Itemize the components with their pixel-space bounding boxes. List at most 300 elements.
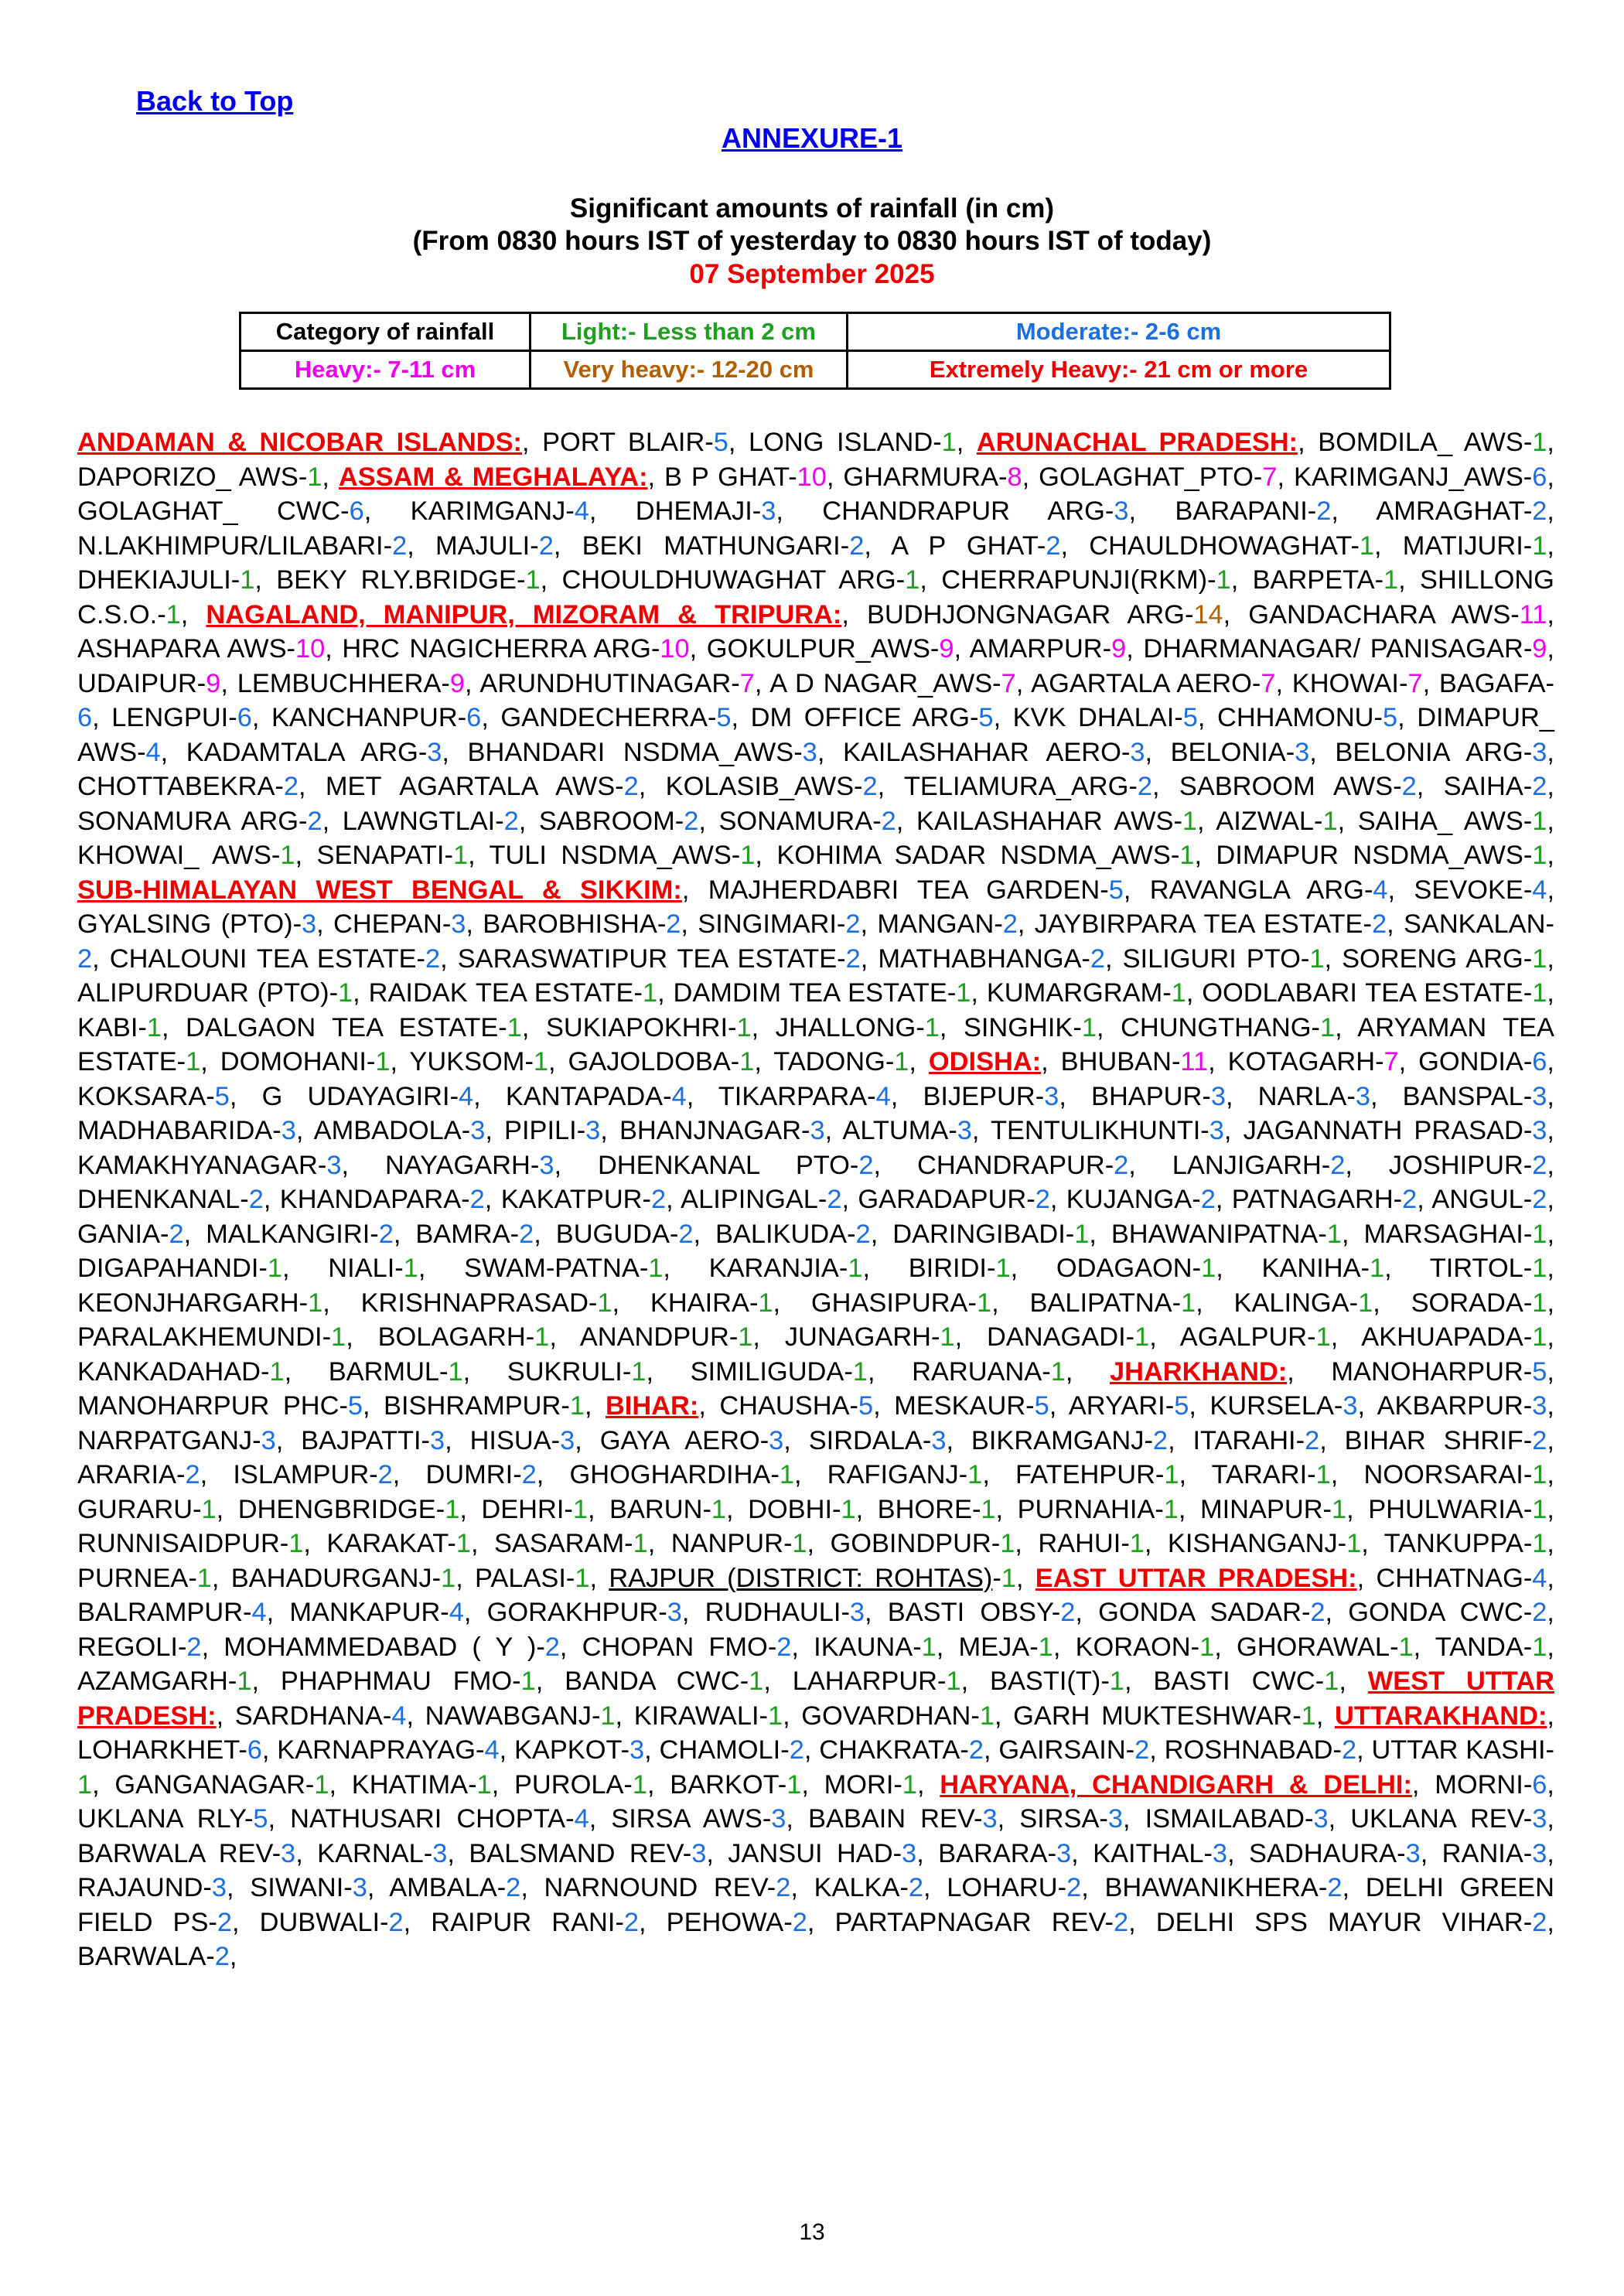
station-name: BARPETA <box>1252 565 1375 595</box>
station-name: GONDA CWC <box>1348 1598 1523 1627</box>
rainfall-value: 2 <box>1113 1907 1129 1937</box>
rainfall-value: 1 <box>1301 1701 1316 1731</box>
rainfall-value: 1 <box>739 1047 755 1076</box>
station-name: BELONIA <box>1170 737 1286 767</box>
rainfall-value: 1 <box>940 1322 955 1352</box>
station-name: KUMARGRAM <box>986 978 1163 1008</box>
rainfall-value: 1 <box>441 1563 456 1593</box>
rainfall-value: 2 <box>1316 496 1332 526</box>
rainfall-value: 2 <box>827 1185 842 1214</box>
rainfall-value: 1 <box>1359 531 1375 561</box>
rainfall-value: 3 <box>810 1116 825 1145</box>
rainfall-value: 1 <box>979 1701 995 1731</box>
rainfall-value: 1 <box>1074 1219 1090 1249</box>
station-name: PARALAKHEMUNDI <box>77 1322 322 1352</box>
rainfall-value: 5 <box>1382 703 1398 732</box>
rainfall-value: 1 <box>455 1529 472 1558</box>
station-name: GANIA <box>77 1219 161 1249</box>
station-name: JANSUI HAD <box>728 1838 893 1868</box>
rainfall-value: 1 <box>307 462 322 492</box>
legend-extremely-heavy: Extremely Heavy:- 21 cm or more <box>848 351 1390 389</box>
rainfall-value: 3 <box>849 1598 865 1627</box>
rainfall-value: 3 <box>1295 737 1310 767</box>
station-name: PHAPHMAU FMO <box>280 1667 513 1696</box>
station-name: KOKSARA <box>77 1081 206 1111</box>
station-name: GYALSING (PTO) <box>77 909 293 939</box>
rainfall-value: 2 <box>217 1907 232 1937</box>
rainfall-value: 4 <box>251 1598 267 1627</box>
rainfall-value: 1 <box>633 1529 648 1558</box>
station-name: BIHAR SHRIF <box>1344 1425 1523 1455</box>
rainfall-value: 1 <box>600 1701 616 1731</box>
station-name: ISMAILABAD <box>1145 1804 1305 1834</box>
rainfall-value: 1 <box>165 599 181 629</box>
station-name: REGOLI <box>77 1632 178 1662</box>
rainfall-value: 1 <box>924 1012 940 1042</box>
station-name: CHANDRAPUR <box>917 1150 1105 1180</box>
rainfall-value: 3 <box>691 1838 707 1868</box>
rainfall-value: 2 <box>1137 772 1152 801</box>
station-name: DALGAON TEA ESTATE <box>186 1012 499 1042</box>
station-name: KEONJHARGARH <box>77 1288 299 1318</box>
rainfall-value: 1 <box>631 1356 647 1387</box>
station-name: PATNAGARH <box>1231 1185 1394 1214</box>
station-name: PUROLA <box>513 1769 624 1800</box>
station-name: A P GHAT <box>891 531 1037 561</box>
station-name: KHOWAI <box>1291 668 1399 698</box>
station-name: BAROBHISHA <box>483 909 657 939</box>
station-name: DM OFFICE ARG <box>750 703 970 732</box>
rainfall-value: 10 <box>295 634 326 664</box>
station-name: SINGHIK <box>963 1012 1073 1042</box>
station-name: N.LAKHIMPUR/LILABARI <box>77 531 384 561</box>
rainfall-value: 1 <box>1129 1529 1145 1558</box>
rainfall-value: 9 <box>939 634 954 664</box>
rainfall-value: 2 <box>623 1907 640 1937</box>
rainfall-value: 5 <box>858 1391 874 1421</box>
rainfall-value: 2 <box>169 1219 184 1249</box>
station-name: SHILLONG C.S.O. <box>77 565 1554 629</box>
station-name: NARNOUND REV <box>544 1873 767 1902</box>
state-heading: ARUNACHAL PRADESH: <box>976 428 1298 457</box>
rainfall-value: 2 <box>1341 1735 1357 1765</box>
station-name: BHAPUR <box>1091 1081 1203 1111</box>
rainfall-value: 5 <box>347 1391 363 1421</box>
rainfall-value: 2 <box>186 1632 202 1662</box>
rainfall-value: 3 <box>771 1804 786 1834</box>
rainfall-value: 1 <box>1134 1322 1150 1352</box>
station-name: KOLASIB_AWS <box>665 772 855 801</box>
rainfall-value: 3 <box>1210 1081 1226 1111</box>
rainfall-value: 2 <box>789 1735 804 1765</box>
rainfall-value: 5 <box>1108 875 1124 905</box>
station-name: TIKARPARA <box>718 1081 868 1111</box>
station-name: LENGPUI <box>111 703 229 732</box>
station-name: KARNAPRAYAG <box>277 1735 476 1765</box>
rainfall-value: 2 <box>1310 1598 1325 1627</box>
rainfall-value: 2 <box>1532 772 1547 801</box>
back-to-top-link[interactable]: Back to Top <box>136 85 294 117</box>
station-name: KABI <box>77 1012 138 1042</box>
state-heading: SUB-HIMALAYAN WEST BENGAL & SIKKIM: <box>77 875 682 905</box>
rainfall-value: 2 <box>1330 1150 1346 1180</box>
rainfall-value: 3 <box>352 1873 367 1902</box>
station-name: DAMDIM TEA ESTATE <box>673 978 947 1008</box>
rainfall-value: 1 <box>779 1460 794 1489</box>
station-name: UKLANA RLY <box>77 1804 244 1834</box>
rainfall-value: 9 <box>206 668 221 698</box>
rainfall-value: 1 <box>1109 1667 1124 1696</box>
station-name: CHAULDHOWAGHAT <box>1089 531 1351 561</box>
rainfall-value: 1 <box>1532 531 1547 561</box>
station-name: DHEKIAJULI <box>77 565 231 595</box>
station-name: GOBINDPUR <box>830 1529 991 1558</box>
rainfall-value: 2 <box>849 531 865 561</box>
rainfall-value: 2 <box>392 531 408 561</box>
station-name: CHHAMONU <box>1216 703 1374 732</box>
rainfall-value: 2 <box>650 1185 667 1214</box>
station-name: NARLA <box>1257 1081 1347 1111</box>
station-name: TANKUPPA <box>1383 1529 1523 1558</box>
annexure-heading[interactable]: ANNEXURE-1 <box>721 122 903 154</box>
rainfall-value: 5 <box>1174 1391 1189 1421</box>
station-name: DELHI SPS MAYUR VIHAR <box>1155 1907 1523 1937</box>
rainfall-value: 2 <box>1002 909 1018 939</box>
station-name: SIWANI <box>250 1873 344 1902</box>
station-name: BABAIN REV <box>808 1804 974 1834</box>
rainfall-value: 1 <box>597 1288 612 1318</box>
station-name: SILIGURI PTO <box>1122 943 1301 974</box>
rainfall-value: 3 <box>1532 1391 1547 1421</box>
rainfall-value: 1 <box>1164 1460 1179 1489</box>
station-name: RARUANA <box>912 1356 1042 1387</box>
rainfall-value: 2 <box>521 1460 537 1489</box>
station-name: DANAGADI <box>987 1322 1126 1352</box>
station-name: TADONG <box>773 1047 885 1076</box>
rainfall-value: 3 <box>1405 1838 1421 1868</box>
station-name: PEHOWA <box>666 1907 784 1937</box>
rainfall-value: 1 <box>314 1769 329 1800</box>
rainfall-value: 7 <box>1407 668 1423 698</box>
rainfall-value: 2 <box>1402 1185 1418 1214</box>
station-name: AGALPUR <box>1179 1322 1308 1352</box>
station-name: BEKI MATHUNGARI <box>582 531 841 561</box>
rainfall-value: 3 <box>1313 1804 1329 1834</box>
station-name: TENTULIKHUNTI <box>990 1116 1201 1145</box>
rainfall-value: 1 <box>749 1667 764 1696</box>
state-heading: EAST UTTAR PRADESH: <box>1035 1563 1357 1593</box>
rainfall-value: 1 <box>758 1288 773 1318</box>
rainfall-value: 1 <box>572 1494 588 1524</box>
rainfall-value: 4 <box>391 1701 407 1731</box>
rainfall-value: 1 <box>1532 1632 1547 1662</box>
rainfall-value: 1 <box>201 1494 217 1524</box>
station-name: RAVANGLA ARG <box>1149 875 1364 905</box>
rainfall-value: 2 <box>968 1735 984 1765</box>
station-name: MEJA <box>958 1632 1030 1662</box>
station-name: RAFIGANJ <box>827 1460 959 1489</box>
station-name: PALASI <box>475 1563 566 1593</box>
station-name: RAIPUR RANI <box>431 1907 616 1937</box>
station-name: SABROOM <box>538 806 675 836</box>
rainfall-value: 1 <box>632 1769 647 1800</box>
rainfall-value: 2 <box>1060 1598 1076 1627</box>
station-name: BELONIA ARG <box>1335 737 1523 767</box>
station-name: UTTAR KASHI <box>1371 1735 1546 1765</box>
rainfall-value: 3 <box>957 1116 972 1145</box>
station-name: DOBHI <box>748 1494 832 1524</box>
rainfall-value: 1 <box>1315 1322 1331 1352</box>
rainfall-value: 2 <box>377 1460 393 1489</box>
rainfall-value: 1 <box>186 1047 201 1076</box>
station-name: CHAKRATA <box>819 1735 960 1765</box>
station-name: BASTI(T) <box>990 1667 1101 1696</box>
station-name: KAILASHAHAR AERO <box>842 737 1121 767</box>
rainfall-value: 1 <box>1001 1563 1016 1593</box>
rainfall-value: 2 <box>425 943 441 974</box>
rainfall-value: 1 <box>1216 565 1231 595</box>
station-name: ITARAHI <box>1192 1425 1296 1455</box>
station-name: BHAWANIPATNA <box>1111 1219 1319 1249</box>
station-name: BHANJNAGAR <box>619 1116 801 1145</box>
rainfall-value: 1 <box>946 1667 961 1696</box>
station-name: GHASIPURA <box>810 1288 968 1318</box>
rainfall-value: 5 <box>716 703 732 732</box>
station-name: BARAPANI <box>1175 496 1308 526</box>
station-name: PARTAPNAGAR REV <box>834 1907 1105 1937</box>
station-name: TULI NSDMA_AWS <box>489 841 732 870</box>
rainfall-value: 2 <box>792 1907 807 1937</box>
station-name: CHAMOLI <box>659 1735 781 1765</box>
station-name: RAHUI <box>1038 1529 1121 1558</box>
rainfall-value: 1 <box>1332 1494 1347 1524</box>
rainfall-value: 4 <box>875 1081 891 1111</box>
station-name: DEHRI <box>481 1494 565 1524</box>
rainfall-value: 3 <box>667 1598 682 1627</box>
rainfall-value: 1 <box>981 1494 996 1524</box>
station-name: MAJULI <box>435 531 531 561</box>
state-heading: BIHAR: <box>605 1391 699 1421</box>
rainfall-value: 2 <box>666 909 681 939</box>
rainfall-value: 6 <box>247 1735 262 1765</box>
station-name: SWAM-PATNA <box>464 1254 640 1283</box>
station-name: FATEHPUR <box>1015 1460 1155 1489</box>
station-name: NAWABGANJ <box>425 1701 592 1731</box>
station-name: CHAUSHA <box>719 1391 850 1421</box>
rainfall-value: 1 <box>1171 978 1186 1008</box>
station-name: MANKAPUR <box>289 1598 441 1627</box>
station-name: CHANDRAPUR ARG <box>822 496 1105 526</box>
rainfall-value: 2 <box>1090 943 1106 974</box>
rainfall-value: 2 <box>307 806 322 836</box>
rainfall-value: 5 <box>978 703 994 732</box>
rainfall-value: 2 <box>506 1873 521 1902</box>
rainfall-value: 1 <box>648 1254 664 1283</box>
station-name: LOHARU <box>947 1873 1058 1902</box>
rainfall-value: 1 <box>476 1769 492 1800</box>
station-name: BHORE <box>877 1494 972 1524</box>
state-heading: NAGALAND, MANIPUR, MIZORAM & TRIPURA: <box>206 599 842 629</box>
rainfall-value: 1 <box>534 1322 550 1352</box>
station-name: SIRSA <box>1019 1804 1100 1834</box>
station-name: GOVARDHAN <box>801 1701 971 1731</box>
rainfall-value: 1 <box>1182 806 1198 836</box>
station-name: PHULWARIA <box>1368 1494 1523 1524</box>
station-name: DUBWALI <box>259 1907 380 1937</box>
rainfall-value: 3 <box>902 1838 917 1868</box>
station-name: BHUBAN <box>1060 1047 1172 1076</box>
station-name: CHALOUNI TEA ESTATE <box>109 943 417 974</box>
station-name: BALIKUDA <box>715 1219 848 1249</box>
rainfall-value: 2 <box>1532 1185 1547 1214</box>
station-name: BARWALA <box>77 1942 206 1971</box>
rainfall-value: 4 <box>574 496 589 526</box>
station-name: DHEMAJI <box>635 496 752 526</box>
station-name: ARYARI <box>1068 1391 1165 1421</box>
station-name: LEMBUCHHERA <box>237 668 442 698</box>
rainfall-value: 5 <box>214 1081 230 1111</box>
rainfall-value: 3 <box>585 1116 601 1145</box>
rainfall-value: 1 <box>905 565 920 595</box>
rainfall-value: 1 <box>1532 841 1547 870</box>
station-name: NATHUSARI CHOPTA <box>290 1804 566 1834</box>
rainfall-value: 3 <box>1532 1116 1547 1145</box>
station-name: BALSMAND REV <box>469 1838 683 1868</box>
station-name: BUGUDA <box>555 1219 670 1249</box>
station-name: SENAPATI <box>316 841 445 870</box>
station-name: SADHAURA <box>1249 1838 1397 1868</box>
rainfall-value: 1 <box>1532 806 1547 836</box>
rainfall-value: 2 <box>503 806 519 836</box>
rainfall-value: 2 <box>1200 1185 1216 1214</box>
station-name: SAIHA <box>1443 772 1523 801</box>
state-heading: ANDAMAN & NICOBAR ISLANDS: <box>77 428 522 457</box>
station-name: SIRDALA <box>808 1425 923 1455</box>
rainfall-value: 2 <box>378 1219 394 1249</box>
station-name: GARADAPUR <box>858 1185 1027 1214</box>
rainfall-value: 3 <box>1130 737 1145 767</box>
station-name: KALINGA <box>1233 1288 1349 1318</box>
rainfall-value: 2 <box>1532 1598 1547 1627</box>
station-name: BIKRAMGANJ <box>971 1425 1145 1455</box>
station-name: BARUN <box>609 1494 703 1524</box>
rainfall-value: 1 <box>280 841 295 870</box>
station-name: SORADA <box>1411 1288 1523 1318</box>
rainfall-value: 1 <box>1324 1667 1339 1696</box>
rainfall-value: 1 <box>1315 1460 1331 1489</box>
station-name: IKAUNA <box>814 1632 913 1662</box>
rainfall-value: 2 <box>862 772 878 801</box>
rainfall-value: 14 <box>1193 599 1223 629</box>
rainfall-value: 2 <box>1066 1873 1082 1902</box>
rainfall-value: 3 <box>539 1150 554 1180</box>
station-name: PIPILI <box>504 1116 577 1145</box>
rainfall-value: 5 <box>1034 1391 1049 1421</box>
rainfall-value: 1 <box>308 1288 323 1318</box>
station-name: LANJIGARH <box>1172 1150 1322 1180</box>
rainfall-value: 1 <box>1358 1288 1373 1318</box>
rainfall-value: 3 <box>1209 1116 1224 1145</box>
rainfall-station-list: ANDAMAN & NICOBAR ISLANDS:, PORT BLAIR-5, LONG ISLAND-1, ARUNACHAL PRADESH:, BOMDILA_ AWS-1, DAPORIZO_ AWS-1, ASSAM & MEGHALAYA:, B P GHAT-10, GHARMURA-8, GOLAGHAT_PTO-7, KARIMGANJ_AWS-6, GOLAGHAT_ CWC-6, KARIMGANJ-4, DHEMAJI-3, CHANDRAPUR ARG-3, BARAPANI-2, AMRAGHAT-2, N.LAKHIMPUR/LILABARI-2, MAJULI-2, BEKI MATHUNGARI-2, A P GHAT-2, CHAULDHOWAGHAT-1, MATIJURI-1, DHEKIAJULI-1, BEKY RLY.BRIDGE-1, CHOULDHUWAGHAT ARG-1, CHERRAPUNJI(RKM)-1, BARPETA-1, SHILLONG C.S.O.-1, NAGALAND, MANIPUR, MIZORAM & TRIPURA:, BUDHJONGNAGAR ARG-14, GANDACHARA AWS-11, ASHAPARA AWS-10, HRC NAGICHERRA ARG-10, GOKULPUR_AWS-9, AMARPUR-9, DHARMANAGAR/ PANISAGAR-9, UDAIPUR-9, LEMBUCHHERA-9, ARUNDHUTINAGAR-7, A D NAGAR_AWS-7, AGARTALA AERO-7, KHOWAI-7, BAGAFA-6, LENGPUI-6, KANCHANPUR-6, GANDECHERRA-5, DM OFFICE ARG-5, KVK DHALAI-5, CHHAMONU-5, DIMAPUR_ AWS-4, KADAMTALA ARG-3, BHANDARI NSDMA_AWS-3, KAILASHAHAR AERO-3, BELONIA-3, BELONIA ARG-3, CHOTTABEKRA-2, MET AGARTALA AWS-2, KOLASIB_AWS-2, TELIAMURA_ARG-2, SABROOM AWS-2, SAIHA-2, SONAMURA ARG-2, LAWNGTLAI-2, SABROOM-2, SONAMURA-2, KAILASHAHAR AWS-1, AIZWAL-1, SAIHA_ AWS-1, KHOWAI_ AWS-1, SENAPATI-1, TULI NSDMA_AWS-1, KOHIMA SADAR NSDMA_AWS-1, DIMAPUR NSDMA_AWS-1, SUB-HIMALAYAN WEST BENGAL & SIKKIM:, MAJHERDABRI TEA GARDEN-5, RAVANGLA ARG-4, SEVOKE-4, GYALSING (PTO)-3, CHEPAN-3, BAROBHISHA-2, SINGIMARI-2, MANGAN-2, JAYBIRPARA TEA ESTATE-2, SANKALAN-2, CHALOUNI TEA ESTATE-2, SARASWATIPUR TEA ESTATE-2, MATHABHANGA-2, SILIGURI PTO-1, SORENG ARG-1, ALIPURDUAR (PTO)-1, RAIDAK TEA ESTATE-1, DAMDIM TEA ESTATE-1, KUMARGRAM-1, OODLABARI TEA ESTATE-1, KABI-1, DALGAON TEA ESTATE-1, SUKIAPOKHRI-1, JHALLONG-1, SINGHIK-1, CHUNGTHANG-1, ARYAMAN TEA ESTATE-1, DOMOHANI-1, YUKSOM-1, GAJOLDOBA-1, TADONG-1, ODISHA:, BHUBAN-11, KOTAGARH-7, GONDIA-6, KOKSARA-5, G UDAYAGIRI-4, KANTAPADA-4, TIKARPARA-4, BIJEPUR-3, BHAPUR-3, NARLA-3, BANSPAL-3, MADHABARIDA-3, AMBADOLA-3, PIPILI-3, BHANJNAGAR-3, ALTUMA-3, TENTULIKHUNTI-3, JAGANNATH PRASAD-3, KAMAKHYANAGAR-3, NAYAGARH-3, DHENKANAL PTO-2, CHANDRAPUR-2, LANJIGARH-2, JOSHIPUR-2, DHENKANAL-2, KHANDAPARA-2, KAKATPUR-2, ALIPINGAL-2, GARADAPUR-2, KUJANGA-2, PATNAGARH-2, ANGUL-2, GANIA-2, MALKANGIRI-2, BAMRA-2, BUGUDA-2, BALIKUDA-2, DARINGIBADI-1, BHAWANIPATNA-1, MARSAGHAI-1, DIGAPAHANDI-1, NIALI-1, SWAM-PATNA-1, KARANJIA-1, BIRIDI-1, ODAGAON-1, KANIHA-1, TIRTOL-1, KEONJHARGARH-1, KRISHNAPRASAD-1, KHAIRA-1, GHASIPURA-1, BALIPATNA-1, KALINGA-1, SORADA-1, PARALAKHEMUNDI-1, BOLAGARH-1, ANANDPUR-1, JUNAGARH-1, DANAGADI-1, AGALPUR-1, AKHUAPADA-1, KANKADAHAD-1, BARMUL-1, SUKRULI-1, SIMILIGUDA-1, RARUANA-1, JHARKHAND:, MANOHARPUR-5, MANOHARPUR PHC-5, BISHRAMPUR-1, BIHAR:, CHAUSHA-5, MESKAUR-5, ARYARI-5, KURSELA-3, AKBARPUR-3, NARPATGANJ-3, BAJPATTI-3, HISUA-3, GAYA AERO-3, SIRDALA-3, BIKRAMGANJ-2, ITARAHI-2, BIHAR SHRIF-2, ARARIA-2, ISLAMPUR-2, DUMRI-2, GHOGHARDIHA-1, RAFIGANJ-1, FATEHPUR-1, TARARI-1, NOORSARAI-1, GURARU-1, DHENGBRIDGE-1, DEHRI-1, BARUN-1, DOBHI-1, BHORE-1, PURNAHIA-1, MINAPUR-1, PHULWARIA-1, RUNNISAIDPUR-1, KARAKAT-1, SASARAM-1, NANPUR-1, GOBINDPUR-1, RAHUI-1, KISHANGANJ-1, TANKUPPA-1, PURNEA-1, BAHADURGANJ-1, PALASI-1, RAJPUR (DISTRICT: ROHTAS)-1, EAST UTTAR PRADESH:, CHHATNAG-4, BALRAMPUR-4, MANKAPUR-4, GORAKHPUR-3, RUDHAULI-3, BASTI OBSY-2, GONDA SADAR-2, GONDA CWC-2, REGOLI-2, MOHAMMEDABAD ( Y )-2, CHOPAN FMO-2, IKAUNA-1, MEJA-1, KORAON-1, GHORAWAL-1, TANDA-1, AZAMGARH-1, PHAPHMAU FMO-1, BANDA CWC-1, LAHARPUR-1, BASTI(T)-1, BASTI CWC-1, WEST UTTAR PRADESH:, SARDHANA-4, NAWABGANJ-1, KIRAWALI-1, GOVARDHAN-1, GARH MUKTESHWAR-1, UTTARAKHAND:, LOHARKHET-6, KARNAPRAYAG-4, KAPKOT-3, CHAMOLI-2, CHAKRATA-2, GAIRSAIN-2, ROSHNABAD-2, UTTAR KASHI-1, GANGANAGAR-1, KHATIMA-1, PUROLA-1, BARKOT-1, MORI-1, HARYANA, CHANDIGARH & DELHI:, MORNI-6, UKLANA RLY-5, NATHUSARI CHOPTA-4, SIRSA AWS-3, BABAIN REV-3, SIRSA-3, ISMAILABAD-3, UKLANA REV-3, BARWALA REV-3, KARNAL-3, BALSMAND REV-3, JANSUI HAD-3, BARARA-3, KAITHAL-3, SADHAURA-3, RANIA-3, RAJAUND-3, SIWANI-3, AMBALA-2, NARNOUND REV-2, KALKA-2, LOHARU-2, BHAWANIKHERA-2, DELHI GREEN FIELD PS-2, DUBWALI-2, RAIPUR RANI-2, PEHOWA-2, PARTAPNAGAR REV-2, DELHI SPS MAYUR VIHAR-2, BARWALA-2, <box>77 428 1554 1971</box>
rainfall-value: 2 <box>858 1150 874 1180</box>
station-name: ISLAMPUR <box>233 1460 370 1489</box>
rainfall-value: 2 <box>185 1460 200 1489</box>
station-name: JOSHIPUR <box>1388 1150 1523 1180</box>
rainfall-value: 1 <box>1201 1254 1216 1283</box>
rainfall-value: 3 <box>430 1425 445 1455</box>
rainfall-value: 3 <box>1343 1391 1358 1421</box>
station-name: KHOWAI_ AWS <box>77 841 271 870</box>
station-name: CHERRAPUNJI(RKM) <box>941 565 1208 595</box>
rainfall-value: 1 <box>1532 1254 1547 1283</box>
station-name: UKLANA REV <box>1350 1804 1523 1834</box>
station-name: ASHAPARA AWS <box>77 634 287 664</box>
station-name: SUKRULI <box>507 1356 623 1387</box>
station-name: BUDHJONGNAGAR ARG <box>866 599 1185 629</box>
rainfall-value: 10 <box>797 462 827 492</box>
rainfall-value: 1 <box>1050 1356 1066 1387</box>
rainfall-value: 1 <box>642 978 658 1008</box>
station-name: KADAMTALA ARG <box>186 737 418 767</box>
rainfall-value: 9 <box>449 668 465 698</box>
rainfall-value: 1 <box>1532 1460 1547 1489</box>
station-name: KVK DHALAI <box>1012 703 1175 732</box>
station-name: MATIJURI <box>1402 531 1523 561</box>
rainfall-value: 4 <box>449 1598 464 1627</box>
rainfall-value: 3 <box>982 1804 998 1834</box>
station-name: CHUNGTHANG <box>1121 1012 1312 1042</box>
rainfall-value: 1 <box>338 978 353 1008</box>
station-name: KARANJIA <box>708 1254 839 1283</box>
rainfall-value: 11 <box>1180 1047 1209 1076</box>
rainfall-value: 1 <box>736 1012 752 1042</box>
station-name: MET AGARTALA AWS <box>325 772 616 801</box>
station-name: AMRAGHAT <box>1376 496 1523 526</box>
rainfall-value: 2 <box>1152 1425 1169 1455</box>
rainfall-value: 2 <box>1532 1150 1547 1180</box>
station-name: RANIA <box>1441 1838 1523 1868</box>
station-name: ODAGAON <box>1056 1254 1192 1283</box>
rainfall-value: 2 <box>248 1185 264 1214</box>
rainfall-value: 6 <box>1532 1047 1547 1076</box>
rainfall-value: 3 <box>1532 737 1547 767</box>
station-name: KANTAPADA <box>505 1081 664 1111</box>
station-name: AKHUAPADA <box>1361 1322 1523 1352</box>
rainfall-value: 1 <box>841 1494 856 1524</box>
station-name: SAIHA_ AWS <box>1357 806 1523 836</box>
rainfall-value: 1 <box>525 565 541 595</box>
rainfall-value: 1 <box>738 1322 753 1352</box>
rainfall-value: 8 <box>1007 462 1022 492</box>
legend-category-label: Category of rainfall <box>241 313 531 351</box>
rainfall-value: 3 <box>326 1150 342 1180</box>
station-name: GAYA AERO <box>599 1425 760 1455</box>
station-name: G UDAYAGIRI <box>261 1081 450 1111</box>
rainfall-value: 2 <box>776 1632 792 1662</box>
station-name: HRC NAGICHERRA ARG <box>342 634 651 664</box>
station-name: AMBALA <box>389 1873 497 1902</box>
station-name: CHOPAN FMO <box>582 1632 768 1662</box>
rainfall-value: 1 <box>956 978 971 1008</box>
rainfall-value: 1 <box>848 1254 863 1283</box>
station-name: DHENKANAL PTO <box>597 1150 850 1180</box>
station-name: LAHARPUR <box>792 1667 938 1696</box>
rainfall-value: 3 <box>281 1116 296 1145</box>
station-name: CHHATNAG <box>1376 1563 1523 1593</box>
rainfall-value: 4 <box>459 1081 474 1111</box>
rainfall-value: 2 <box>678 1219 694 1249</box>
station-name: SONAMURA ARG <box>77 806 299 836</box>
